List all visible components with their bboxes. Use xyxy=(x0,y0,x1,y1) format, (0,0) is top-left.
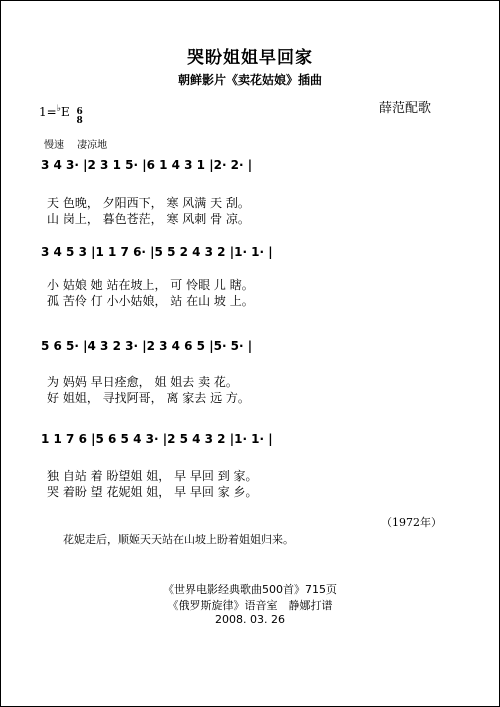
meter-top: 6 xyxy=(76,107,83,117)
meter-bottom: 8 xyxy=(76,116,83,126)
arranger: 薛范配歌 xyxy=(379,101,432,116)
key-flat: ♭ xyxy=(56,104,61,114)
key-note: E xyxy=(60,105,70,119)
tempo-marking: 慢速 凄凉地 xyxy=(44,140,108,151)
year-label: （1972年） xyxy=(381,516,442,529)
lyric-line: 山 岗上， 暮色苍茫， 寒 风刺 骨 凉。 xyxy=(47,212,250,226)
notation-line: 3 4 3· |2 3 1 5· |6 1 4 3 1 |2· 2· | xyxy=(41,158,253,172)
time-signature xyxy=(77,108,83,126)
lyric-line: 好 姐姐， 寻找阿哥， 离 家去 远 方。 xyxy=(47,391,250,405)
lyric-line: 天 色晚， 夕阳西下， 寒 风满 天 刮。 xyxy=(47,196,250,210)
key-signature xyxy=(39,104,83,126)
footnote: 花妮走后，顺姬天天站在山坡上盼着姐姐归来。 xyxy=(63,533,294,546)
lyric-line: 小 姑娘 她 站在坡上， 可 怜眼 儿 瞎。 xyxy=(47,278,254,292)
lyric-line: 孤 苦伶 仃 小小姑娘， 站 在山 坡 上。 xyxy=(47,294,254,308)
song-subtitle: 朝鲜影片《卖花姑娘》插曲 xyxy=(177,73,322,87)
source-date: 2008. 03. 26 xyxy=(215,613,285,626)
lyric-line: 独 自站 着 盼望姐 姐， 早 早回 到 家。 xyxy=(47,469,258,483)
notation-line: 1 1 7 6 |5 6 5 4 3· |2 5 4 3 2 |1· 1· | xyxy=(41,432,273,446)
source-line: 《俄罗斯旋律》语音室 静娜打谱 xyxy=(167,599,333,612)
lyric-line: 哭 着盼 望 花妮姐 姐， 早 早回 家 乡。 xyxy=(47,485,258,499)
song-title: 哭盼姐姐早回家 xyxy=(187,48,313,68)
source-line: 《世界电影经典歌曲500首》715页 xyxy=(163,583,337,596)
lyric-line: 为 妈妈 早日痊愈， 姐 姐去 卖 花。 xyxy=(47,375,238,389)
notation-line: 5 6 5· |4 3 2 3· |2 3 4 6 5 |5· 5· | xyxy=(41,339,253,353)
key-prefix: 1= xyxy=(39,105,57,119)
notation-line: 3 4 5 3 |1 1 7 6· |5 5 2 4 3 2 |1· 1· | xyxy=(41,245,273,259)
